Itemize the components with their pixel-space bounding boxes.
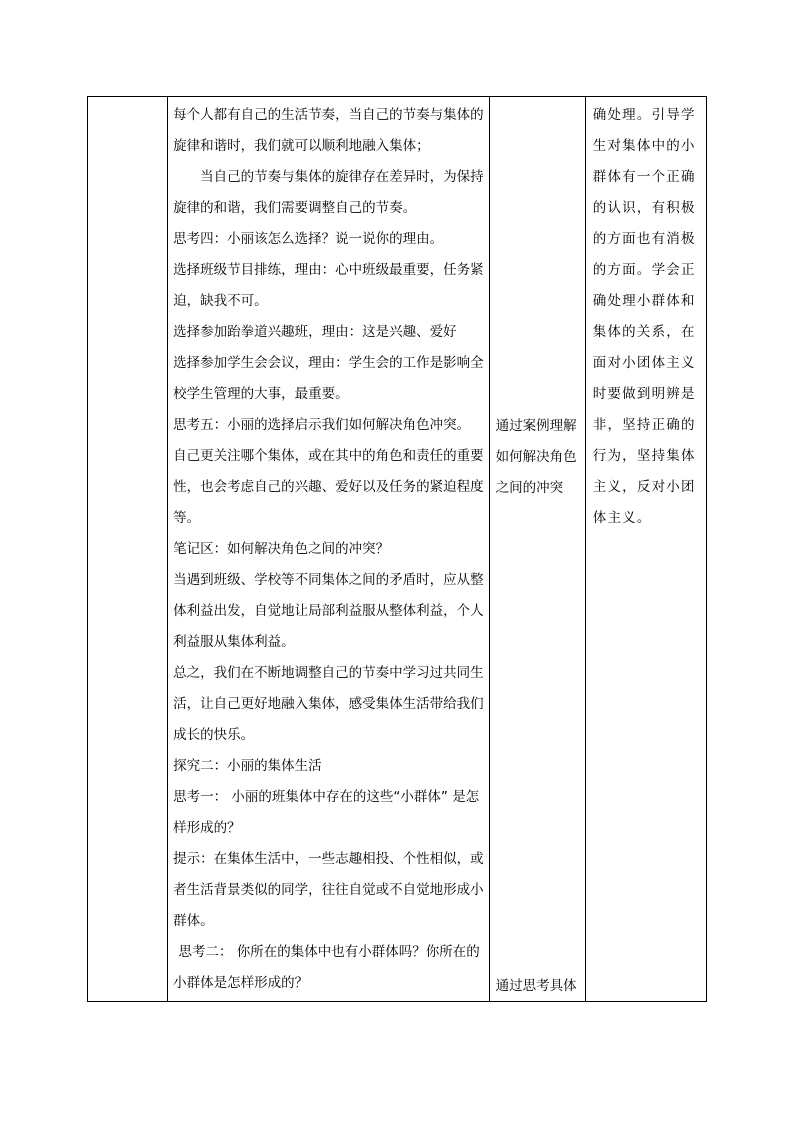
- teaching-content-cell: [168, 97, 490, 1002]
- paragraph-rhythm-adjust: 当自己的节奏与集体的旋律存在差异时，为保持旋律的和谐，我们需要调整自己的节奏。: [173, 169, 484, 216]
- answer-class-rehearsal: 选择班级节目排练，理由：心中班级最重要，任务紧迫，缺我不可。: [173, 262, 484, 309]
- design-intent-cell: [489, 97, 585, 1002]
- table-row: [88, 97, 707, 1002]
- design-intent-role-conflict: 通过案例理解如何解决角色之间的冲突: [495, 418, 577, 496]
- goal-cell: [585, 97, 706, 1002]
- question-four: 思考四：小丽该怎么选择？说一说你的理由。: [173, 231, 444, 247]
- lesson-plan-table: [87, 96, 707, 1002]
- paragraph-summary: 总之，我们在不断地调整自己的节奏中学习过共同生活，让自己更好地融入集体，感受集体生活带给我们成长的快乐。: [173, 665, 484, 743]
- question-five: 思考五：小丽的选择启示我们如何解决角色冲突。: [173, 417, 471, 433]
- paragraph-rhythm-harmony: 每个人都有自己的生活节奏，当自己的节奏与集体的旋律和谐时，我们就可以顺利地融入集体；: [173, 107, 484, 154]
- goal-text: 确处理。引导学生对集体中的小群体有一个正确的认识，有积极的方面也有消极的方面。学会正确处理小群体和集体的关系，在面对小团体主义时要做到明辨是非，坚持正确的行为，坚持集体主义，反对小团体主义。: [592, 107, 696, 526]
- question-one: 思考一： 小丽的班集体中存在的这些“小群体” 是怎样形成的？: [173, 789, 480, 836]
- hint-paragraph: 提示：在集体生活中，一些志趣相投、个性相似，或者生活背景类似的同学，往往自觉或不自觉地形成小群体。: [173, 851, 484, 929]
- answer-taekwondo: 选择参加跆拳道兴趣班，理由：这是兴趣、爱好: [173, 324, 457, 340]
- answer-student-union: 选择参加学生会会议，理由：学生会的工作是影响全校学生管理的大事，最重要。: [173, 355, 484, 402]
- paragraph-role-importance: 自己更关注哪个集体，或在其中的角色和责任的重要性，也会考虑自己的兴趣、爱好以及任务的紧迫程度等。: [173, 448, 484, 526]
- design-intent-continued: 通过思考具体: [495, 978, 577, 994]
- question-two: 思考二： 你所在的集体中也有小群体吗？你所在的小群体是怎样形成的？: [173, 944, 480, 991]
- notes-heading: 笔记区：如何解决角色之间的冲突？: [173, 541, 390, 557]
- inquiry-two-heading: 探究二：小丽的集体生活: [173, 758, 322, 774]
- section-cell-empty: [88, 97, 168, 1002]
- paragraph-collective-interest: 当遇到班级、学校等不同集体之间的矛盾时，应从整体利益出发，自觉地让局部利益服从整体利益，个人利益服从集体利益。: [173, 572, 484, 650]
